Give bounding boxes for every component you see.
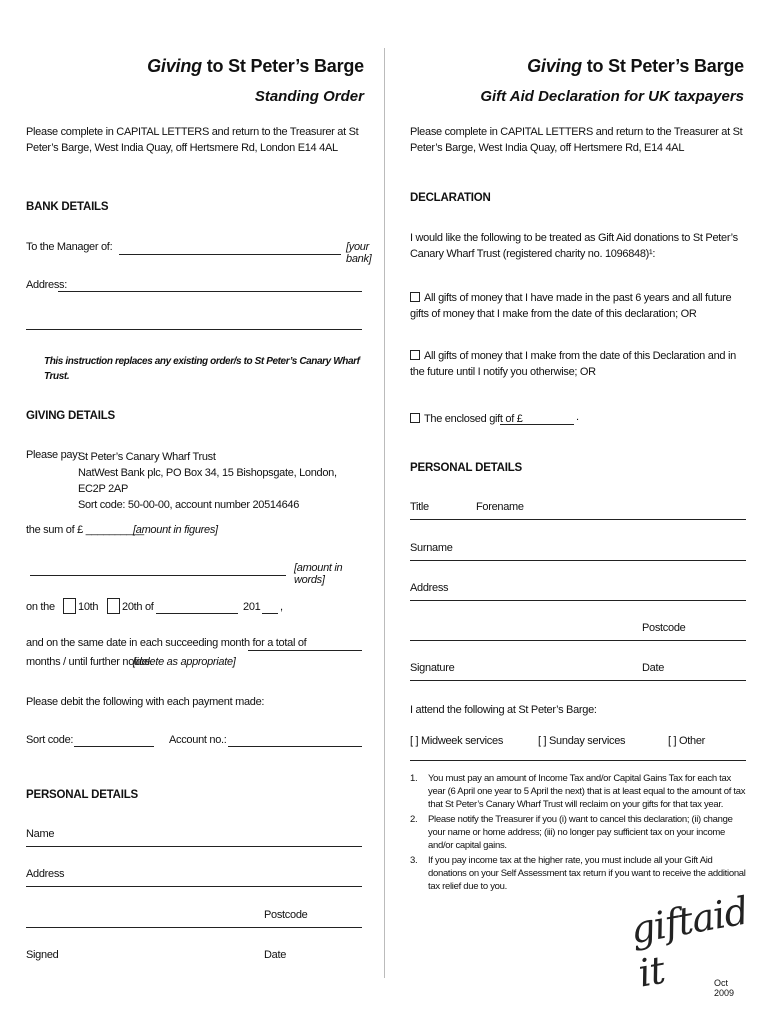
year-prefix: 201 xyxy=(243,601,261,613)
notes-list xyxy=(410,772,746,895)
title-label: Title xyxy=(410,501,429,513)
your-bank-note: [your bank] xyxy=(346,241,372,265)
option-1-text: All gifts of money that I have made in the past 6 years and all future gifts of money that I make from the date of this declaration; OR xyxy=(410,292,732,320)
twentieth-checkbox[interactable] xyxy=(107,598,120,614)
right-postcode-field[interactable] xyxy=(410,640,746,641)
giftaid-logo: giftaid it xyxy=(627,888,752,996)
left-postcode-label: Postcode xyxy=(264,909,308,921)
manager-label: To the Manager of: xyxy=(26,241,113,253)
gift-aid-form xyxy=(410,0,752,1024)
sort-code-field[interactable] xyxy=(74,746,154,747)
manager-field[interactable] xyxy=(119,254,341,255)
note-item xyxy=(410,854,746,893)
payee-block xyxy=(78,449,364,513)
year-comma: , xyxy=(280,601,283,613)
bank-address-field-2[interactable] xyxy=(26,329,362,330)
right-date-label: Date xyxy=(642,662,665,674)
bank-address-field-1[interactable] xyxy=(58,291,362,292)
option-3-end: . xyxy=(576,411,579,423)
date-code: Oct 2009 xyxy=(714,978,735,998)
left-postcode-field[interactable] xyxy=(26,927,362,928)
note-item xyxy=(410,772,746,811)
left-personal-heading: PERSONAL DETAILS xyxy=(26,789,139,801)
notes-separator xyxy=(410,760,746,761)
name-label: Name xyxy=(26,828,55,840)
sum-label[interactable]: the sum of £ __________ xyxy=(26,524,144,536)
note-text: If you pay income tax at the higher rate, you must include all your Gift Aid donations on your Self Assessment tax return if you want to receive the additional tax relief due to you. xyxy=(428,855,746,892)
note-number: 1. xyxy=(410,773,418,784)
right-title xyxy=(527,56,744,77)
payee-name: St Peter’s Canary Wharf Trust xyxy=(78,451,216,463)
total-months-field[interactable] xyxy=(248,650,362,651)
left-address-label: Address xyxy=(26,868,65,880)
twentieth-label: 20th of xyxy=(122,601,154,613)
note-text: Please notify the Treasurer if you (i) want to cancel this declaration; (ii) change your name or home address; (iii) no longer pay sufficient tax on your income and/or capital gains. xyxy=(428,814,733,851)
surname-label: Surname xyxy=(410,542,453,554)
option-1[interactable] xyxy=(410,290,746,322)
right-personal-heading: PERSONAL DETAILS xyxy=(410,462,523,474)
sort-code-label: Sort code: xyxy=(26,734,74,746)
enclosed-gift-field[interactable] xyxy=(500,424,574,425)
right-address-label: Address xyxy=(410,582,449,594)
left-title xyxy=(147,56,364,77)
other-option[interactable]: [ ] Other xyxy=(668,735,706,747)
tenth-checkbox[interactable] xyxy=(63,598,76,614)
account-no-field[interactable] xyxy=(228,746,362,747)
delete-note: [delete as appropriate] xyxy=(133,656,236,668)
on-the-label: on the xyxy=(26,601,55,613)
title-forename-field[interactable] xyxy=(410,519,746,520)
option-3-text: The enclosed gift of £ xyxy=(424,413,523,425)
payee-sort-code: Sort code: 50-00-00, account number 20514646 xyxy=(78,499,300,511)
note-text: You must pay an amount of Income Tax and/or Capital Gains Tax for each tax year (6 April one year to 5 April the next) that is at least equal to the amount of tax that St Peter’s Canary Wharf Trust will reclaim on your gifts for that tax year. xyxy=(428,773,746,810)
standing-order-form xyxy=(26,0,372,1024)
declaration-text: I would like the following to be treated as Gift Aid donations to St Peter’s Canary Wharf Trust (registered charity no. 1096848)¹: xyxy=(410,232,738,260)
surname-field[interactable] xyxy=(410,560,746,561)
left-address-field[interactable] xyxy=(26,886,362,887)
month-field[interactable] xyxy=(156,613,238,614)
instruction-note: This instruction replaces any existing order/s to St Peter’s Canary Wharf Trust. xyxy=(44,356,360,382)
name-field[interactable] xyxy=(26,846,362,847)
left-title-rest: to St Peter’s Barge xyxy=(201,56,364,76)
signature-label: Signature xyxy=(410,662,455,674)
right-postcode-label: Postcode xyxy=(642,622,686,634)
forename-label: Forename xyxy=(476,501,524,513)
succeeding-text-2: months / until further notice. xyxy=(26,656,153,668)
account-no-label: Account no.: xyxy=(169,734,227,746)
right-subtitle: Gift Aid Declaration for UK taxpayers xyxy=(480,88,744,105)
signature-date-field[interactable] xyxy=(410,680,746,681)
option-2-checkbox[interactable] xyxy=(410,350,420,360)
year-field[interactable] xyxy=(262,613,278,614)
declaration-heading: DECLARATION xyxy=(410,192,491,204)
note-number: 2. xyxy=(410,814,418,825)
right-address-field[interactable] xyxy=(410,600,746,601)
right-title-rest: to St Peter’s Barge xyxy=(581,56,744,76)
note-number: 3. xyxy=(410,855,418,866)
option-2[interactable] xyxy=(410,348,746,380)
attend-label: I attend the following at St Peter’s Barge: xyxy=(410,704,597,716)
left-subtitle: Standing Order xyxy=(254,88,364,105)
left-title-italic: Giving xyxy=(147,56,202,76)
option-2-text: All gifts of money that I make from the date of this Declaration and in the future until I notify you otherwise; OR xyxy=(410,350,736,378)
amount-figures-note: [amount in figures] xyxy=(133,524,218,536)
right-intro: Please complete in CAPITAL LETTERS and return to the Treasurer at St Peter’s Barge, West India Quay, off Hertsmere Rd, E14 4AL xyxy=(410,126,743,154)
tenth-label: 10th xyxy=(78,601,99,613)
bank-details-heading: BANK DETAILS xyxy=(26,201,109,213)
column-divider xyxy=(384,48,385,978)
left-intro: Please complete in CAPITAL LETTERS and return to the Treasurer at St Peter’s Barge, West India Quay, off Hertsmere Rd, London E14 4AL xyxy=(26,126,359,154)
option-1-checkbox[interactable] xyxy=(410,292,420,302)
option-3-checkbox[interactable] xyxy=(410,413,420,423)
succeeding-text-1: and on the same date in each succeeding month for a total of xyxy=(26,637,307,649)
sunday-option[interactable]: [ ] Sunday services xyxy=(538,735,626,747)
giving-details-heading: GIVING DETAILS xyxy=(26,410,115,422)
right-title-italic: Giving xyxy=(527,56,582,76)
bank-address-label: Address: xyxy=(26,279,68,291)
left-date-label: Date xyxy=(264,949,287,961)
note-item xyxy=(410,813,746,852)
payee-bank: NatWest Bank plc, PO Box 34, 15 Bishopsgate, London, EC2P 2AP xyxy=(78,467,337,495)
please-pay-label: Please pay: xyxy=(26,449,81,461)
midweek-option[interactable]: [ ] Midweek services xyxy=(410,735,504,747)
debit-text: Please debit the following with each payment made: xyxy=(26,696,265,708)
signed-label: Signed xyxy=(26,949,59,961)
amount-words-field[interactable] xyxy=(30,575,286,576)
amount-words-note: [amount in words] xyxy=(294,562,343,586)
